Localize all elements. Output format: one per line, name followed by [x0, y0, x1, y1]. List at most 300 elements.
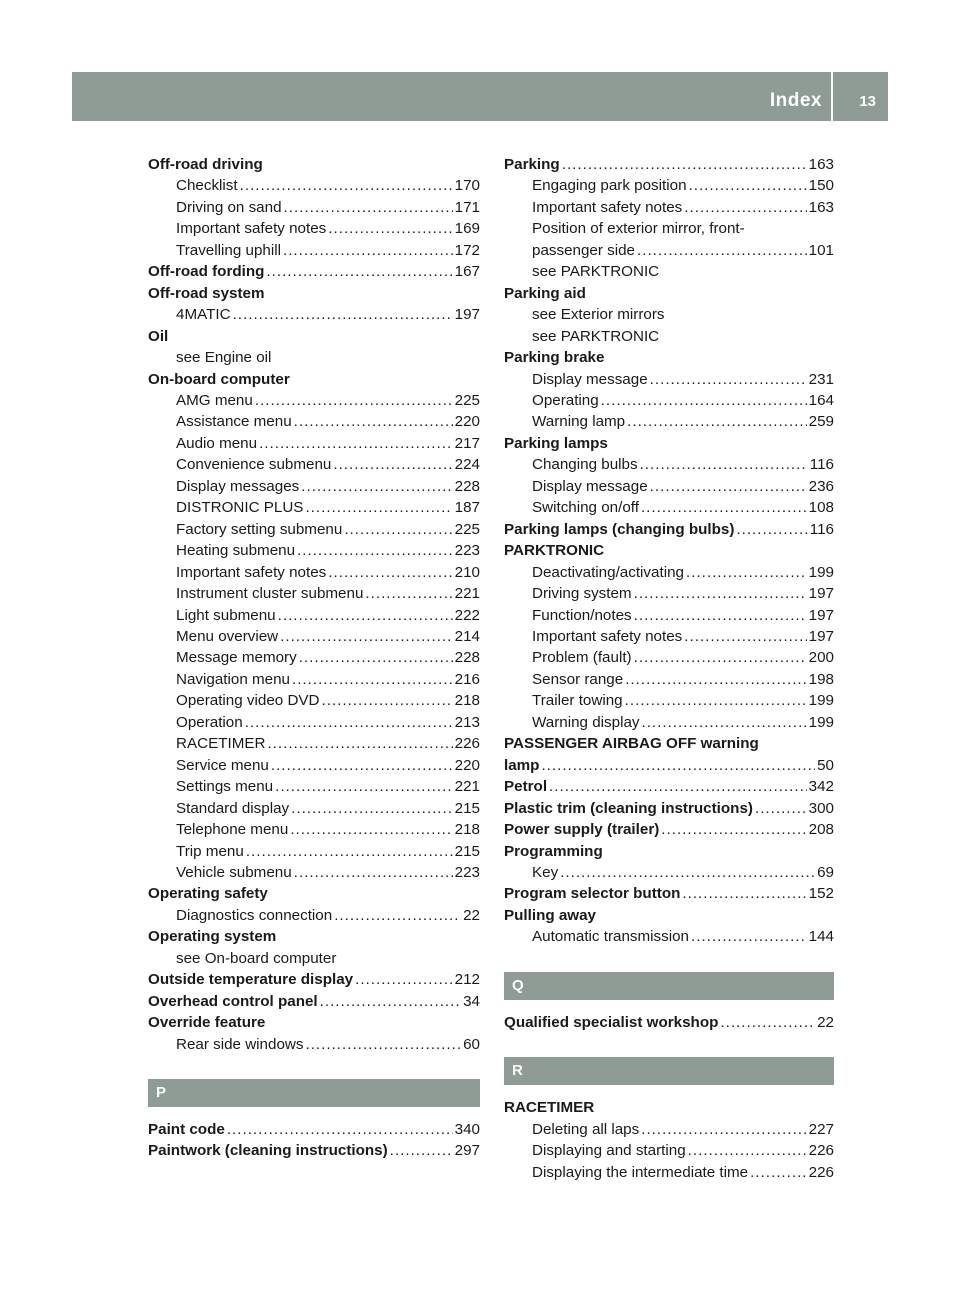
section-letter-header: R — [504, 1057, 834, 1085]
index-entry — [148, 154, 480, 175]
page-ref[interactable]: 221 — [454, 585, 480, 603]
dot-leader — [634, 583, 807, 604]
index-subentry[interactable] — [504, 369, 834, 390]
page-ref[interactable]: 227 — [808, 1120, 834, 1138]
dot-leader — [625, 690, 807, 711]
dot-leader — [284, 197, 453, 218]
page-ref[interactable]: 171 — [454, 198, 480, 216]
index-subentry[interactable] — [504, 197, 834, 218]
dot-leader — [283, 240, 453, 261]
page-ref[interactable]: 220 — [454, 413, 480, 431]
dot-leader — [322, 690, 453, 711]
index-subentry[interactable] — [148, 197, 480, 218]
section-spacer — [148, 1107, 480, 1119]
dot-leader — [750, 1162, 807, 1183]
entry-text: Factory setting submenu — [176, 520, 343, 538]
entry-text: Settings menu — [176, 778, 274, 796]
entry-text: Outside temperature display — [148, 971, 354, 989]
entry-text: Display message — [532, 477, 648, 495]
index-subentry[interactable] — [148, 304, 480, 325]
section-spacer — [504, 1033, 834, 1057]
page-ref[interactable]: 297 — [454, 1142, 480, 1160]
entry-text: Deleting all laps — [532, 1120, 640, 1138]
index-subentry[interactable] — [504, 862, 834, 883]
page-ref[interactable]: 226 — [454, 735, 480, 753]
entry-text: Travelling uphill — [176, 241, 281, 259]
index-subentry[interactable] — [148, 476, 480, 497]
dot-leader — [684, 197, 806, 218]
dot-leader — [305, 1034, 461, 1055]
page-ref[interactable]: 220 — [454, 756, 480, 774]
dot-leader — [299, 647, 453, 668]
dot-leader — [691, 926, 807, 947]
index-subentry[interactable] — [148, 712, 480, 733]
index-entry[interactable] — [504, 798, 834, 819]
section-spacer — [148, 1055, 480, 1079]
page-ref[interactable]: 187 — [454, 499, 480, 517]
index-column-left — [148, 154, 480, 1162]
dot-leader — [278, 605, 453, 626]
index-subentry[interactable] — [148, 1034, 480, 1055]
index-entry[interactable] — [148, 991, 480, 1012]
entry-text: Display message — [532, 370, 648, 388]
entry-text: Parking lamps (changing bulbs) — [504, 520, 735, 538]
entry-text: Operating safety — [148, 885, 268, 903]
dot-leader — [625, 669, 806, 690]
page-ref[interactable]: 163 — [808, 156, 834, 173]
index-subentry[interactable] — [504, 647, 834, 668]
entry-text: Driving system — [532, 585, 632, 603]
entry-text: Message memory — [176, 649, 297, 667]
index-subentry[interactable] — [148, 669, 480, 690]
entry-text: Problem (fault) — [532, 649, 632, 667]
page-ref[interactable]: 208 — [808, 821, 834, 839]
index-subentry[interactable] — [148, 819, 480, 840]
index-subentry[interactable] — [148, 583, 480, 604]
index-subentry[interactable] — [148, 798, 480, 819]
index-entry — [148, 283, 480, 304]
dot-leader — [688, 1140, 807, 1161]
index-subentry — [148, 347, 480, 368]
index-subentry[interactable] — [504, 1140, 834, 1161]
page-ref[interactable]: 197 — [808, 585, 834, 603]
dot-leader — [290, 819, 452, 840]
entry-text: Assistance menu — [176, 413, 292, 431]
index-entry[interactable] — [148, 969, 480, 990]
index-entry — [504, 1097, 834, 1118]
page-ref[interactable]: 210 — [454, 563, 480, 581]
entry-text: Menu overview — [176, 627, 279, 645]
index-entry — [504, 841, 834, 862]
dot-leader — [627, 411, 807, 432]
entry-text: Off-road driving — [148, 156, 263, 173]
page-ref[interactable]: 163 — [808, 198, 834, 216]
index-subentry[interactable] — [504, 497, 834, 518]
index-subentry[interactable] — [148, 497, 480, 518]
entry-text: see On-board computer — [176, 949, 337, 967]
index-subentry[interactable] — [504, 411, 834, 432]
page-ref[interactable]: 231 — [808, 370, 834, 388]
index-entry — [148, 1012, 480, 1033]
index-subentry[interactable] — [504, 476, 834, 497]
entry-text: DISTRONIC PLUS — [176, 499, 304, 517]
page-ref[interactable]: 228 — [454, 649, 480, 667]
index-subentry[interactable] — [148, 540, 480, 561]
entry-text: 4MATIC — [176, 306, 231, 324]
dot-leader — [333, 454, 452, 475]
entry-text: Warning display — [532, 713, 640, 731]
index-subentry[interactable] — [148, 175, 480, 196]
entry-text: passenger side — [532, 241, 636, 259]
dot-leader — [365, 583, 452, 604]
page-ref[interactable]: 172 — [454, 241, 480, 259]
entry-text: Sensor range — [532, 670, 624, 688]
page-ref[interactable]: 340 — [454, 1121, 480, 1139]
page-ref[interactable]: 225 — [454, 391, 480, 409]
entry-text: Navigation menu — [176, 670, 290, 688]
page-ref[interactable]: 216 — [454, 670, 480, 688]
entry-text: Operating — [532, 391, 599, 409]
entry-text: Pulling away — [504, 906, 596, 924]
index-subentry[interactable] — [504, 1162, 834, 1183]
page-ref[interactable]: 300 — [808, 799, 834, 817]
index-subentry[interactable] — [148, 647, 480, 668]
dot-leader — [292, 669, 453, 690]
dot-leader — [305, 497, 452, 518]
page-ref[interactable]: 150 — [808, 177, 834, 195]
entry-text: Engaging park position — [532, 177, 687, 195]
index-subentry[interactable] — [504, 712, 834, 733]
page-ref[interactable]: 198 — [808, 670, 834, 688]
page-title: Index — [769, 90, 822, 111]
entry-text: Light submenu — [176, 606, 276, 624]
entry-text: Important safety notes — [176, 563, 327, 581]
page-ref[interactable]: 217 — [454, 434, 480, 452]
index-entry[interactable] — [504, 776, 834, 797]
index-subentry-line: Position of exterior mirror, front- — [532, 220, 745, 238]
index-subentry[interactable] — [148, 755, 480, 776]
index-entry[interactable] — [504, 819, 834, 840]
dot-leader — [297, 540, 453, 561]
page-ref[interactable]: 101 — [808, 241, 834, 259]
dot-leader — [640, 454, 808, 475]
index-entry[interactable] — [148, 1119, 480, 1140]
entry-text: Operating system — [148, 928, 277, 946]
index-subentry[interactable] — [148, 411, 480, 432]
page-ref[interactable]: 169 — [454, 220, 480, 238]
index-entry[interactable] — [504, 1012, 834, 1033]
index-subentry[interactable] — [148, 905, 480, 926]
entry-text: Displaying the intermediate time — [532, 1163, 749, 1181]
index-subentry[interactable] — [148, 733, 480, 754]
header-bar — [72, 72, 888, 121]
index-subentry[interactable] — [148, 240, 480, 261]
entry-text: Service menu — [176, 756, 269, 774]
dot-leader — [255, 390, 453, 411]
index-subentry[interactable] — [148, 776, 480, 797]
index-subentry[interactable] — [148, 218, 480, 239]
page-ref[interactable]: 236 — [808, 477, 834, 495]
entry-text: Switching on/off — [532, 499, 639, 517]
entry-text: Operation — [176, 713, 243, 731]
page-ref[interactable]: 212 — [454, 971, 480, 989]
index-subentry[interactable] — [504, 583, 834, 604]
entry-text: Override feature — [148, 1014, 266, 1032]
entry-text: Vehicle submenu — [176, 863, 292, 881]
entry-text: Heating submenu — [176, 542, 296, 560]
entry-text: Overhead control panel — [148, 992, 318, 1010]
dot-leader — [736, 519, 807, 540]
page-ref[interactable]: 225 — [454, 520, 480, 538]
dot-leader — [275, 776, 453, 797]
page-ref[interactable]: 199 — [808, 713, 834, 731]
section-letter-header: P — [148, 1079, 480, 1107]
entry-text: Off-road fording — [148, 263, 265, 281]
entry-text: PARKTRONIC — [504, 542, 605, 560]
index-subentry[interactable] — [148, 605, 480, 626]
index-subentry[interactable] — [504, 605, 834, 626]
dot-leader — [344, 519, 452, 540]
entry-text: Parking lamps — [504, 434, 608, 452]
entry-text: Diagnostics connection — [176, 906, 333, 924]
index-entry — [504, 540, 834, 561]
entry-text: Petrol — [504, 778, 548, 796]
page-ref[interactable]: 224 — [454, 456, 480, 474]
page-ref[interactable]: 50 — [817, 756, 834, 774]
dot-leader — [686, 562, 807, 583]
index-subentry — [504, 261, 834, 282]
entry-text: Key — [532, 863, 559, 881]
dot-leader — [549, 776, 807, 797]
index-subentry[interactable] — [504, 240, 834, 261]
entry-text: Qualified specialist workshop — [504, 1013, 719, 1031]
page-ref[interactable]: 213 — [454, 713, 480, 731]
entry-text: Paint code — [148, 1121, 225, 1139]
index-entry[interactable] — [504, 883, 834, 904]
index-subentry[interactable] — [504, 926, 834, 947]
page-ref[interactable]: 164 — [808, 391, 834, 409]
index-subentry — [504, 326, 834, 347]
entry-text: Automatic transmission — [532, 928, 689, 946]
index-subentry[interactable] — [148, 562, 480, 583]
index-entry — [504, 905, 834, 926]
index-subentry[interactable] — [504, 1119, 834, 1140]
dot-leader — [641, 1119, 806, 1140]
page-ref[interactable]: 228 — [454, 477, 480, 495]
dot-leader — [355, 969, 453, 990]
page-ref[interactable]: 167 — [454, 263, 480, 281]
index-entry[interactable] — [504, 154, 834, 175]
page-ref[interactable]: 223 — [454, 542, 480, 560]
entry-text: Driving on sand — [176, 198, 282, 216]
dot-leader — [562, 154, 807, 175]
dot-leader — [267, 733, 452, 754]
entry-text: Programming — [504, 842, 603, 860]
index-subentry[interactable] — [148, 862, 480, 883]
page-ref[interactable]: 22 — [463, 906, 480, 924]
index-subentry[interactable] — [504, 690, 834, 711]
page-ref[interactable]: 144 — [808, 928, 834, 946]
page-ref[interactable]: 218 — [454, 692, 480, 710]
page-ref[interactable]: 342 — [808, 778, 834, 796]
entry-text: Program selector button — [504, 885, 681, 903]
dot-leader — [641, 712, 806, 733]
index-entry[interactable] — [148, 1140, 480, 1161]
entry-text: see Exterior mirrors — [532, 306, 665, 324]
entry-text: Power supply (trailer) — [504, 821, 660, 839]
index-entry[interactable] — [148, 261, 480, 282]
index-subentry[interactable] — [148, 433, 480, 454]
page-ref[interactable]: 218 — [454, 821, 480, 839]
dot-leader — [601, 390, 807, 411]
entry-text: RACETIMER — [176, 735, 266, 753]
entry-text: Paintwork (cleaning instructions) — [148, 1142, 388, 1160]
entry-text: lamp — [504, 756, 540, 774]
index-subentry[interactable] — [504, 390, 834, 411]
section-spacer — [504, 1000, 834, 1012]
entry-text: On-board computer — [148, 370, 290, 388]
section-spacer — [504, 1085, 834, 1097]
index-entry — [504, 347, 834, 368]
dot-leader — [245, 712, 453, 733]
entry-text: Important safety notes — [176, 220, 327, 238]
dot-leader — [271, 755, 453, 776]
index-subentry[interactable] — [148, 841, 480, 862]
page-ref[interactable]: 108 — [808, 499, 834, 517]
index-subentry[interactable] — [504, 669, 834, 690]
header-divider — [831, 72, 833, 121]
index-subentry[interactable] — [504, 175, 834, 196]
section-spacer — [504, 948, 834, 972]
page-ref[interactable]: 215 — [454, 799, 480, 817]
entry-text: Audio menu — [176, 434, 258, 452]
page-ref[interactable]: 60 — [463, 1035, 480, 1053]
page-ref[interactable]: 34 — [463, 992, 480, 1010]
page-ref[interactable]: 226 — [808, 1163, 834, 1181]
entry-text: Checklist — [176, 177, 238, 195]
page-ref[interactable]: 199 — [808, 692, 834, 710]
index-subentry[interactable] — [148, 390, 480, 411]
page-ref[interactable]: 226 — [808, 1142, 834, 1160]
dot-leader — [560, 862, 815, 883]
entry-text: Operating video DVD — [176, 692, 320, 710]
page-ref[interactable]: 215 — [454, 842, 480, 860]
entry-text: see PARKTRONIC — [532, 327, 660, 345]
page-ref[interactable]: 170 — [454, 177, 480, 195]
dot-leader — [637, 240, 807, 261]
dot-leader — [291, 798, 453, 819]
page-ref[interactable]: 222 — [454, 606, 480, 624]
dot-leader — [280, 626, 453, 647]
dot-leader — [650, 476, 807, 497]
index-entry[interactable] — [504, 519, 834, 540]
dot-leader — [259, 433, 453, 454]
index-subentry[interactable] — [504, 562, 834, 583]
page-ref[interactable]: 197 — [808, 606, 834, 624]
index-entry — [148, 326, 480, 347]
page-ref[interactable]: 197 — [808, 627, 834, 645]
entry-text: see PARKTRONIC — [532, 263, 660, 281]
dot-leader — [240, 175, 453, 196]
dot-leader — [328, 562, 452, 583]
entry-text: Off-road system — [148, 284, 265, 302]
entry-text: Instrument cluster submenu — [176, 585, 364, 603]
dot-leader — [294, 862, 453, 883]
dot-leader — [755, 798, 807, 819]
index-subentry[interactable] — [504, 626, 834, 647]
index-entry — [148, 883, 480, 904]
section-letter-header: Q — [504, 972, 834, 1000]
dot-leader — [650, 369, 807, 390]
dot-leader — [390, 1140, 453, 1161]
entry-text: Warning lamp — [532, 413, 626, 431]
entry-text: Convenience submenu — [176, 456, 332, 474]
dot-leader — [541, 755, 815, 776]
entry-text: Function/notes — [532, 606, 632, 624]
entry-text: Plastic trim (cleaning instructions) — [504, 799, 753, 817]
index-entry — [148, 369, 480, 390]
index-subentry[interactable] — [148, 626, 480, 647]
entry-text: Important safety notes — [532, 627, 683, 645]
entry-text: Trailer towing — [532, 692, 623, 710]
page-ref[interactable]: 221 — [454, 778, 480, 796]
page-ref[interactable]: 116 — [809, 456, 834, 474]
entry-text: Trip menu — [176, 842, 244, 860]
index-subentry[interactable] — [504, 454, 834, 475]
entry-text: Standard display — [176, 799, 290, 817]
dot-leader — [684, 626, 806, 647]
page-ref[interactable]: 223 — [454, 863, 480, 881]
page-ref[interactable]: 69 — [817, 863, 834, 881]
index-entry — [504, 283, 834, 304]
index-entry-line: PASSENGER AIRBAG OFF warning — [504, 735, 759, 753]
dot-leader — [266, 261, 452, 282]
index-entry — [148, 926, 480, 947]
page-ref[interactable]: 199 — [808, 563, 834, 581]
page-ref[interactable]: 197 — [454, 306, 480, 324]
page-ref[interactable]: 200 — [808, 649, 834, 667]
entry-text: RACETIMER — [504, 1099, 595, 1117]
dot-leader — [689, 175, 807, 196]
page-ref[interactable]: 214 — [454, 627, 480, 645]
page-ref[interactable]: 152 — [808, 885, 834, 903]
dot-leader — [661, 819, 806, 840]
page-ref[interactable]: 259 — [808, 413, 834, 431]
index-entry — [504, 433, 834, 454]
entry-text: Telephone menu — [176, 821, 289, 839]
entry-text: Displaying and starting — [532, 1142, 686, 1160]
dot-leader — [301, 476, 452, 497]
index-subentry[interactable] — [148, 454, 480, 475]
entry-text: Important safety notes — [532, 198, 683, 216]
index-subentry[interactable] — [148, 690, 480, 711]
dot-leader — [233, 304, 453, 325]
index-entry[interactable] — [504, 755, 834, 776]
dot-leader — [320, 991, 461, 1012]
dot-leader — [334, 905, 461, 926]
dot-leader — [682, 883, 806, 904]
dot-leader — [634, 647, 807, 668]
dot-leader — [227, 1119, 453, 1140]
index-subentry[interactable] — [148, 519, 480, 540]
entry-text: Parking aid — [504, 284, 586, 302]
page-ref[interactable]: 116 — [809, 520, 834, 538]
entry-text: Parking — [504, 156, 560, 173]
page-number: 13 — [859, 93, 876, 110]
page-ref[interactable]: 22 — [817, 1013, 834, 1031]
dot-leader — [328, 218, 452, 239]
entry-text: Rear side windows — [176, 1035, 304, 1053]
